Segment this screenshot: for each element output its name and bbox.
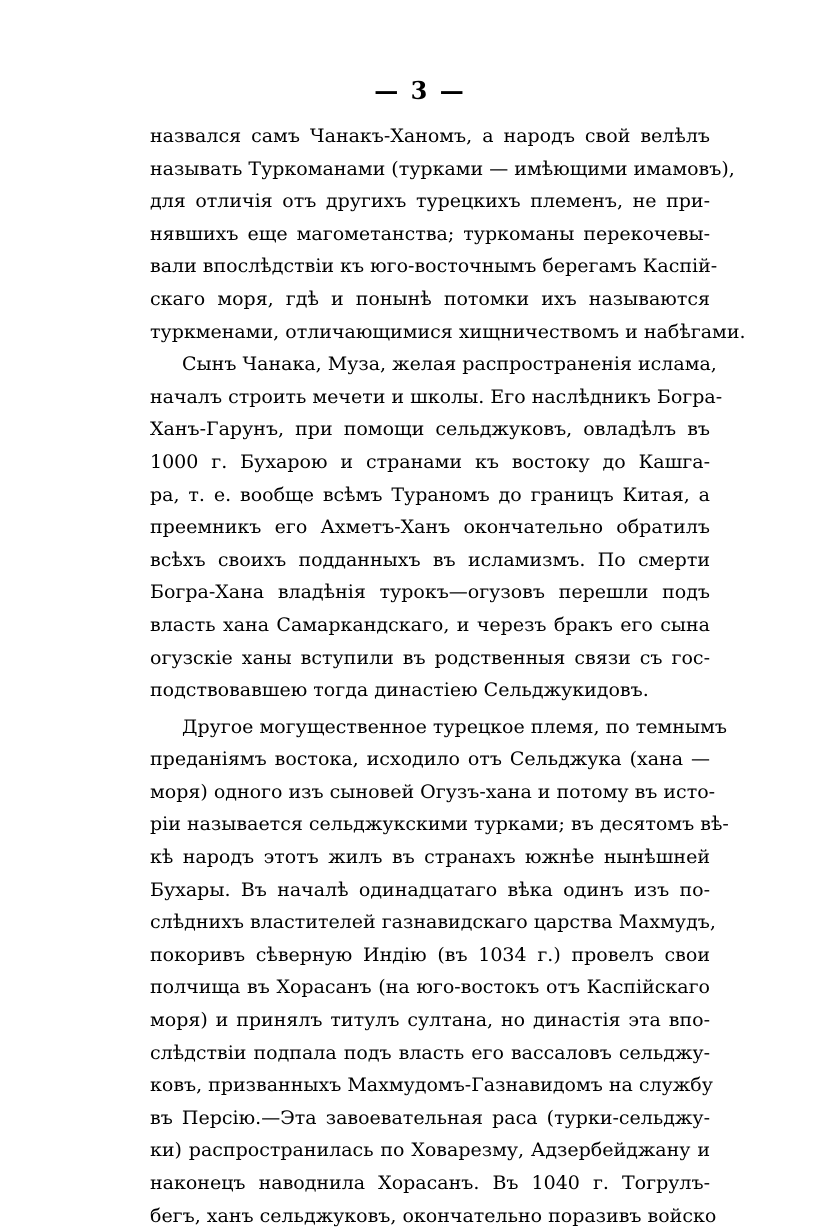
text-line: Ханъ-Гарунъ, при помощи сельджуковъ, овладѣлъ въ (150, 418, 710, 441)
text-line: ра, т. е. вообще всѣмъ Тураномъ до границъ Китая, а (150, 483, 710, 506)
text-line: полчища въ Хорасанъ (на юго-востокъ отъ Каспійскаго (150, 976, 710, 999)
text-line: слѣднихъ властителей газнавидскаго царства Махмудъ, (150, 911, 716, 934)
text-line: кѣ народъ этотъ жилъ въ странахъ южнѣе нынѣшней (150, 846, 710, 869)
text-line: всѣхъ своихъ подданныхъ въ исламизмъ. По смерти (150, 548, 710, 571)
text-line: бегъ, ханъ сельджуковъ, окончательно поразивъ войско (150, 1204, 717, 1227)
text-line: въ Персію.—Эта завоевательная раса (турки-сельджу- (150, 1106, 710, 1129)
text-line: называть Туркоманами (турками — имѣющими имамовъ), (150, 157, 735, 180)
text-line: 1000 г. Бухарою и странами къ востоку до Кашга- (150, 450, 710, 473)
text-line: ковъ, призванныхъ Махмудомъ-Газнавидомъ на службу (150, 1074, 713, 1097)
text-line: Бухары. Въ началѣ одинадцатаго вѣка одинъ изъ по- (150, 878, 710, 901)
text-line: преданіямъ востока, исходило отъ Сельджука (хана — (150, 748, 710, 771)
text-line: моря) одного изъ сыновей Огузъ-хана и потому въ исто- (150, 780, 716, 803)
text-line: назвался самъ Чанакъ-Ханомъ, а народъ свой велѣлъ (150, 125, 710, 147)
text-line: вали впослѣдствіи къ юго-восточнымъ берегамъ Каспій- (150, 255, 718, 278)
text-line: нявшихъ еще магометанства; туркоманы перекочевы- (150, 222, 710, 245)
text-line: власть хана Самаркандскаго, и черезъ бракъ его сына (150, 613, 710, 636)
paragraph-start-line: Сынъ Чанака, Муза, желая распространенія ислама, (182, 353, 717, 376)
text-line: огузскіе ханы вступили въ родственныя связи съ гос- (150, 646, 710, 669)
text-line: преемникъ его Ахметъ-Ханъ окончательно обратилъ (150, 516, 710, 539)
text-line: туркменами, отличающимися хищничествомъ и набѣгами. (150, 320, 746, 343)
text-line: началъ строить мечети и школы. Его наслѣдникъ Богра- (150, 385, 723, 408)
text-line: ки) распространилась по Ховарезму, Адзербейджану и (150, 1139, 710, 1162)
paragraph-start-line: Другое могущественное турецкое племя, по темнымъ (182, 715, 727, 738)
text-line: Богра-Хана владѣнія турокъ—огузовъ перешли подъ (150, 581, 710, 604)
text-line: слѣдствіи подпала подъ власть его вассаловъ сельджу- (150, 1041, 710, 1064)
text-line: скаго моря, гдѣ и понынѣ потомки ихъ называются (150, 287, 710, 310)
text-line: ріи называется сельджукскими турками; въ десятомъ вѣ- (150, 813, 729, 836)
text-line: подствовавшею тогда династіею Сельджукидовъ. (150, 679, 649, 702)
text-line: наконецъ наводнила Хорасанъ. Въ 1040 г. Тогрулъ- (150, 1172, 710, 1194)
text-line: моря) и принялъ титулъ султана, но династія эта впо- (150, 1009, 710, 1032)
text-line: для отличія отъ другихъ турецкихъ племенъ, не при- (150, 190, 710, 213)
page-number: — 3 — (374, 76, 466, 105)
body-text (150, 120, 746, 1232)
text-line: покоривъ сѣверную Индію (въ 1034 г.) провелъ свои (150, 943, 710, 966)
